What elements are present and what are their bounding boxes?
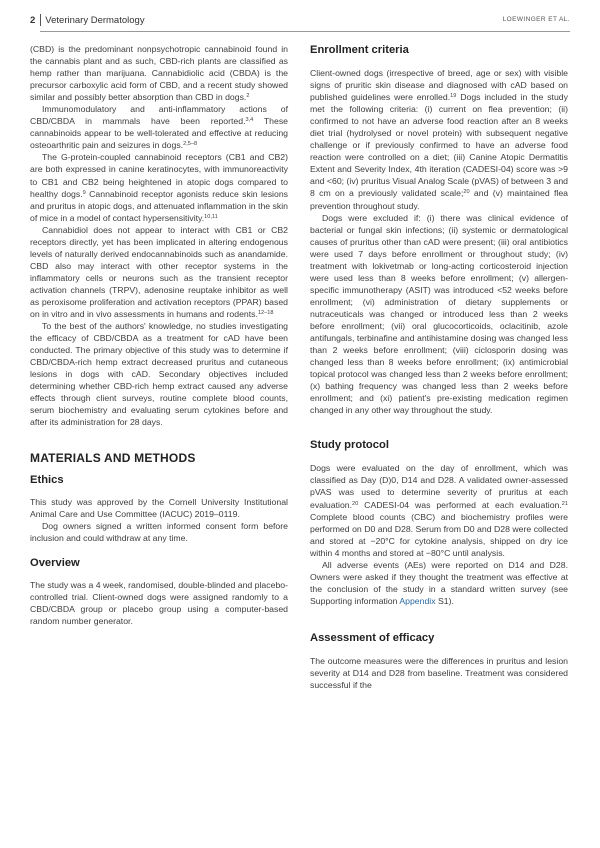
paragraph-objectives: To the best of the authors' knowledge, no studies investigating the efficacy of CBD/CBDA as a treatment for cAD have been conducted. The primary objective of this study was to determine if CBD/CBDA-rich hemp extract decreased pruritus and cutaneous lesions in dogs with cAD. Secondary objectives included determining whether CBD-rich hemp extract caused any adverse effects through client surveys, routine complete blood counts, serum biochemistry and evaluating serum cytokines before and after its administration for 28 days. bbox=[30, 321, 288, 428]
right-column bbox=[310, 43, 568, 691]
running-authors: LOEWINGER ET AL. bbox=[502, 16, 570, 23]
text: Cannabinoid receptor agonists reduce skin lesions and pruritus in atopic dogs, and attenuated inflammation in the skin of mice in a model of contact hypersensitivity. bbox=[30, 188, 288, 223]
paragraph-receptors bbox=[30, 151, 288, 223]
text: The G-protein-coupled cannabinoid receptors (CB1 and CB2) are both expressed in canine keratinocytes, with immunoreactivity to CB1 and CB2 being heightened in atopic dogs compared to healthy dogs. bbox=[30, 152, 288, 199]
section-heading-protocol: Study protocol bbox=[310, 439, 389, 452]
citation: 2 bbox=[246, 93, 250, 100]
paragraph-overview: The study was a 4 week, randomised, double-blinded and placebo-controlled trial. Client-owned dogs were assigned randomly to a CBD/CBDA group or placebo group using a computer-based random number generator. bbox=[30, 579, 288, 626]
spacer bbox=[30, 429, 288, 451]
page-number: 2 bbox=[30, 14, 36, 26]
paragraph-adverse-events bbox=[310, 559, 568, 607]
citation: 19 bbox=[450, 93, 457, 100]
spacer bbox=[30, 465, 288, 473]
citation: 3,4 bbox=[245, 117, 254, 124]
spacer bbox=[30, 570, 288, 579]
left-column bbox=[30, 43, 288, 627]
section-heading-ethics: Ethics bbox=[30, 473, 64, 486]
paragraph-efficacy: The outcome measures were the differences in pruritus and lesion severity at D14 and D28 from baseline. Treatment was considered successful if the bbox=[310, 655, 568, 691]
spacer bbox=[310, 416, 568, 438]
paragraph-consent: Dog owners signed a written informed consent form before inclusion and could withdraw at any time. bbox=[30, 520, 288, 543]
header-left bbox=[30, 14, 145, 26]
spacer bbox=[310, 452, 568, 462]
citation: 21 bbox=[561, 500, 568, 507]
paragraph-cannabidiol bbox=[30, 224, 288, 320]
citation: 20 bbox=[352, 500, 359, 507]
paragraph-cbd-intro bbox=[30, 43, 288, 103]
section-heading-methods: MATERIALS AND METHODS bbox=[30, 450, 196, 465]
header-divider bbox=[40, 14, 41, 26]
appendix-link[interactable]: Appendix bbox=[399, 595, 436, 606]
paragraph-ethics: This study was approved by the Cornell University Institutional Animal Care and Use Committee (IACUC) 2019–0119. bbox=[30, 496, 288, 519]
citation: 12–18 bbox=[257, 310, 274, 317]
text: Client-owned dogs (irrespective of breed, age or sex) with visible signs of pruritic skin disease and diagnosed with cAD based on published guidelines were enrolled. bbox=[310, 68, 568, 103]
header-rule bbox=[40, 31, 570, 32]
paragraph-protocol bbox=[310, 462, 568, 558]
citation: 20 bbox=[463, 189, 470, 196]
text: S1). bbox=[435, 595, 454, 606]
text: and (v) maintained flea prevention throughout study. bbox=[310, 188, 568, 211]
text: (CBD) is the predominant nonpsychotropic cannabinoid found in the cannabis plant and as such, CBD-rich plants are classified as hemp rather than marijuana. Cannabidiolic acid (CBDA) is the precursor carboxylic acid form of CBD, and a recent study showed similar and possibly better absorption than CBD in dogs. bbox=[30, 44, 288, 103]
spacer bbox=[310, 57, 568, 67]
spacer bbox=[310, 607, 568, 631]
paragraph-immunomodulatory bbox=[30, 103, 288, 151]
section-heading-efficacy: Assessment of efficacy bbox=[310, 631, 435, 644]
text: These cannabinoids appear to be well-tolerated and effective at reducing osteoarthritic pain and seizures in dogs. bbox=[30, 116, 288, 151]
paragraph-inclusion bbox=[310, 67, 568, 212]
text: CADESI-04 was performed at each evaluation. bbox=[358, 499, 562, 510]
text: All adverse events (AEs) were reported on D14 and D28. Owners were asked if they thought the treatment was effective at the conclusion of the study in a standard written survey (see Supporting information bbox=[310, 559, 568, 606]
paragraph-exclusion: Dogs were excluded if: (i) there was clinical evidence of bacterial or fungal skin infections; (ii) systemic or dermatological causes of pruritus other than cAD were present; (iii) oral antibiotics were used 7 days before enrollment or throughout study; (iv) treatment with lokivetmab or long-acting corticosteroid injection were used less than 8 weeks before enrollment; (v) allergen-specific immunotherapy (ASIT) was introduced <52 weeks before enrollment; (vi) administration of dietary supplements or nutraceuticals was changed or introduced less than 2 weeks before enrollment; (vii) oral glucocorticoids, oclacitinib, azole antifungals, terbinafine and antihistamine dosing was changed less than 2 weeks before enrollment; (viii) ciclosporin dosing was changed less than 8 weeks before enrollment; (ix) antimicrobial topical protocol was changed less than 2 weeks before enrollment; (x) bathing frequency was changed less than 2 weeks before enrollment; and (xi) patient's pre-existing medication regimen changed in any other way throughout the study. bbox=[310, 212, 568, 416]
text: Cannabidiol does not appear to interact with CB1 or CB2 receptors directly, yet has been implicated in altering endogenous levels of naturally derived endocannabinoids such as anandamide. CBD also may interact with other receptor systems in the inflammatory cells or neurons such as the transient receptor activation channels (TRPV), adenosine reuptake inhibitor as well as peroxisome proliferation and activation receptors (PPAR) based on in vitro and in vivo assessments in humans and rodents. bbox=[30, 224, 288, 320]
citation: 9 bbox=[82, 189, 86, 196]
section-heading-overview: Overview bbox=[30, 556, 80, 569]
citation: 10,11 bbox=[204, 213, 218, 220]
text: Immunomodulatory and anti-inflammatory actions of CBD/CBDA in mammals have been reported. bbox=[30, 104, 288, 127]
spacer bbox=[310, 645, 568, 655]
text: Dogs were evaluated on the day of enrollment, which was classified as Day (D)0, D14 and D28. A validated owner-assessed pVAS was used to determine severity of pruritus at each evaluation. bbox=[310, 463, 568, 510]
text: Dogs included in the study met the following criteria: (i) current on flea prevention; (ii) confirmed to not have an adverse food reaction after an 8 weeks diet trial (hydrolysed or novel protein) with subsequent negative challenge or if previously confirmed to have an adverse food reaction were controlled on a diet; (iii) Canine Atopic Dermatitis Extent and Severity Index, 4th iteration (CADESI-04) score was >9 and <60; (iv) pruritus Visual Analog Scale (pVAS) of between 3 and 8 cm on a previously validated scale; bbox=[310, 92, 568, 199]
spacer bbox=[30, 487, 288, 496]
citation: 2,5–8 bbox=[183, 141, 198, 148]
section-heading-enrollment: Enrollment criteria bbox=[310, 44, 409, 56]
spacer bbox=[30, 544, 288, 556]
text: Complete blood counts (CBC) and biochemistry profiles were performed on D0 and D28. Serum from D0 and D28 were collected and stored at −20°C for cytokine analysis, shipped on dry ice within 4 months and stored at −80°C until analysis. bbox=[310, 511, 568, 558]
journal-name: Veterinary Dermatology bbox=[45, 14, 145, 26]
